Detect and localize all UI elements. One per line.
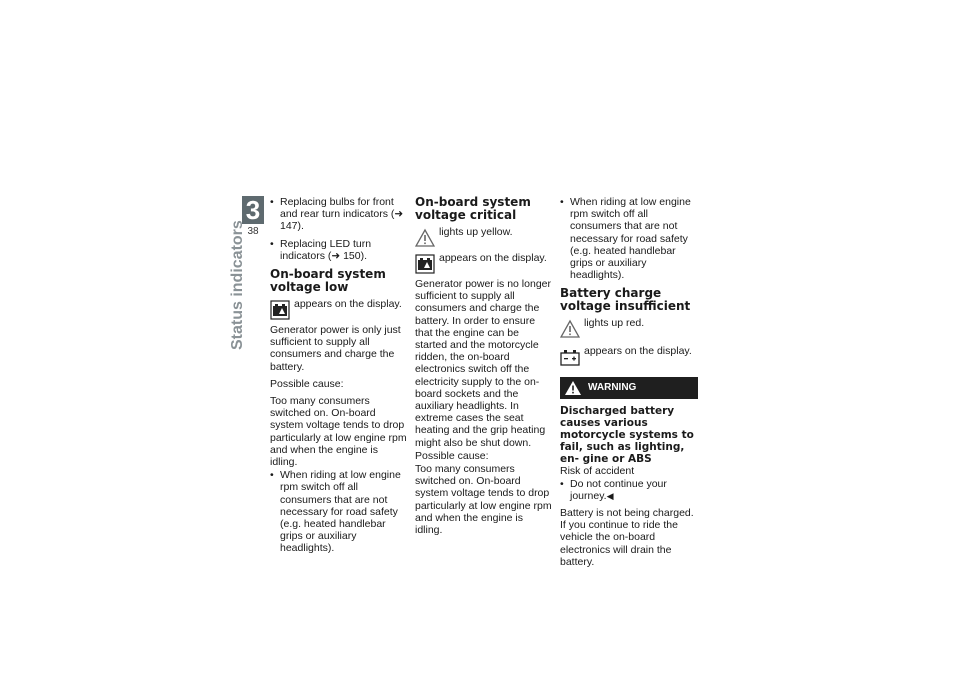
battery-warning-icon	[415, 254, 435, 274]
column-1	[270, 196, 408, 560]
heading-voltage-critical: On-board system voltage critical	[415, 195, 531, 222]
side-title: Status indicators	[229, 220, 246, 350]
bullet-do-not-continue-text: Do not continue your journey.	[570, 477, 667, 502]
end-marker-icon: ◀	[606, 490, 614, 501]
para-battery-not-charged: Battery is not being charged. If you continue to ride the vehicle the on-board electronics will drain the battery.	[560, 507, 694, 568]
possible-cause-label: Possible cause:	[415, 449, 489, 462]
icon-row-voltage-critical	[415, 252, 553, 274]
risk-text: Risk of accident	[560, 465, 635, 478]
chapter-tab: 3	[242, 196, 264, 224]
warning-triangle-icon	[560, 319, 580, 339]
icon-row-lights-yellow	[415, 226, 553, 248]
battery-icon	[560, 347, 580, 367]
icon-text-voltage-low: appears on the display.	[294, 298, 402, 311]
bullet-low-rpm: • When riding at low engine rpm switch off all consumers that are not necessary for road safety (e.g. heated handlebar grips or auxiliary headlights).	[560, 196, 698, 281]
column-3	[560, 196, 698, 573]
warning-triangle-icon	[415, 228, 435, 248]
warning-bar	[560, 377, 698, 399]
warning-title: Discharged battery causes various motorcycle systems to fail, such as lighting, en- gine or ABS	[560, 405, 694, 466]
icon-row-voltage-low	[270, 298, 408, 320]
warning-label: WARNING	[588, 382, 637, 394]
bullet-replacing-led: • Replacing LED turn indicators (➜ 150).	[270, 238, 408, 262]
icon-text-voltage-critical: appears on the display.	[439, 252, 547, 264]
lights-red-text: lights up red.	[584, 317, 645, 330]
heading-battery-charge: Battery charge voltage insufficient	[560, 286, 691, 314]
column-2	[415, 196, 553, 541]
para-generator-no-longer: Generator power is no longer sufficient to supply all consumers and charge the battery. In order to ensure that the engine can be started and the motorcycle ridden, the on-board electronics switch off the electricity supply to the on-board sockets and the auxiliary headlights. In extreme cases the seat heating and the grip heating might also be shut down.	[415, 278, 551, 449]
warning-sign-icon	[564, 380, 582, 396]
para-generator-power: Generator power is only just sufficient to supply all consumers and charge the battery.	[270, 324, 401, 373]
bullet-do-not-continue	[560, 478, 698, 502]
page-number: 38	[247, 226, 259, 237]
bullet-low-rpm: • When riding at low engine rpm switch off all consumers that are not necessary for road safety (e.g. heated handlebar grips or auxiliary headlights).	[270, 469, 408, 554]
battery-warning-icon	[270, 300, 290, 320]
lights-yellow-text: lights up yellow.	[439, 226, 513, 238]
icon-row-lights-red	[560, 317, 698, 339]
possible-cause-label: Possible cause:	[270, 377, 344, 390]
icon-row-battery	[560, 345, 698, 367]
bullet-replacing-bulbs: • Replacing bulbs for front and rear turn indicators (➜ 147).	[270, 196, 408, 233]
icon-text-battery: appears on the display.	[584, 345, 692, 358]
heading-voltage-low: On-board system voltage low	[270, 267, 386, 295]
cause-text: Too many consumers switched on. On-board system voltage tends to drop particularly at low engine rpm and when the engine is idling.	[415, 463, 552, 537]
cause-text: Too many consumers switched on. On-board system voltage tends to drop particularly at low engine rpm and when the engine is idling.	[270, 395, 407, 469]
